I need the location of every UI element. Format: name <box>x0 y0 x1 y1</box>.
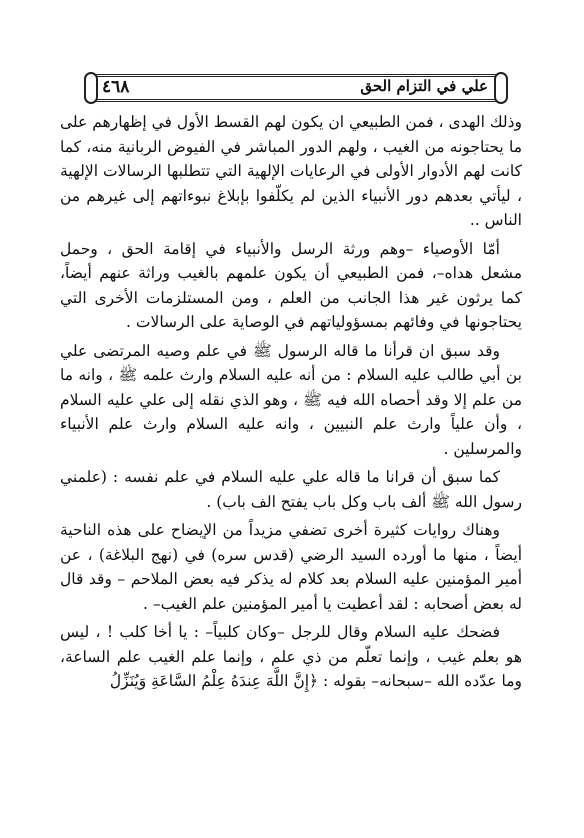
page-header <box>84 72 508 102</box>
paragraph: وقد سبق ان قرأنا ما قاله الرسول ﷺ في علم وصيه المرتضى علي بن أبي طالب عليه السلام : من أنه عليه السلام وارث علمه ﷺ ، وانه ما من علم إلا وقد أحصاه الله فيه ﷺ ، وهو الذي نقله إلى علي عليه السلام ، وأن علياً وارث علم النبيين ، وانه عليه السلام وارث علم الأنبياء والمرسلين . <box>60 341 522 458</box>
paragraph: فضحك عليه السلام وقال للرجل –وكان كلبياً– : يا أخا كلب ! ، ليس هو بعلم غيب ، وإنما تعلّم من ذي علم ، وإنما علم الغيب علم الساعة، وما عدّده الله –سبحانه– بقوله : ﴿إِنَّ اللَّهَ عِندَهُ عِلْمُ السَّاعَةِ وَيُنَزِّلُ <box>60 623 522 690</box>
header-right-ornament <box>494 72 508 104</box>
header-bottom-rule <box>90 99 502 102</box>
page-number: ٤٦٨ <box>102 77 130 97</box>
body-text <box>60 110 522 694</box>
paragraph: أمّا الأوصياء –وهم ورثة الرسل والأنبياء في إقامة الحق ، وحمل مشعل هداه–، فمن الطبيعي أن يكون علمهم بالغيب وراثة عنهم أيضاً، كما يرثون غير هذا الجانب من العلم ، ومن المستلزمات الأخرى التي يحتاجونها في وفائهم بمسؤولياتهم في الوصاية على الرسالات . <box>60 239 522 331</box>
running-title: علي في التزام الحق <box>360 77 488 95</box>
paragraph: وهناك روايات كثيرة أخرى تضفي مزيداً من الإيضاح على هذه الناحية أيضاً ، منها ما أورده السيد الرضي (قدس سره) في (نهج البلاغة) ، عن أمير المؤمنين عليه السلام بعد كلام له يذكر فيه بعض الملاحم – وقد قال له بعض أصحابه : لقد أعطيت يا أمير المؤمنين علم الغيب– . <box>60 521 522 613</box>
paragraph: كما سبق أن قرانا ما قاله علي عليه السلام في علم نفسه : (علمني رسول الله ﷺ ألف باب وكل باب يفتح الف باب) . <box>60 468 522 511</box>
paragraph: وذلك الهدى ، فمن الطبيعي ان يكون لهم القسط الأول في إظهارهم على ما يحتاجونه من الغيب ، ولهم الدور المباشر في الفيوض الربانية منه، كما كانت لهم الأدوار الأولى في الرعايات الإلهية التي تتطلبها الرسالات الإلهية ، ليأتي بعدهم دور الأنبياء الذين لم يكلّفوا بإبلاغ نبوءاتهم إلى غيرهم من الناس .. <box>60 113 522 229</box>
header-left-ornament <box>84 72 98 104</box>
